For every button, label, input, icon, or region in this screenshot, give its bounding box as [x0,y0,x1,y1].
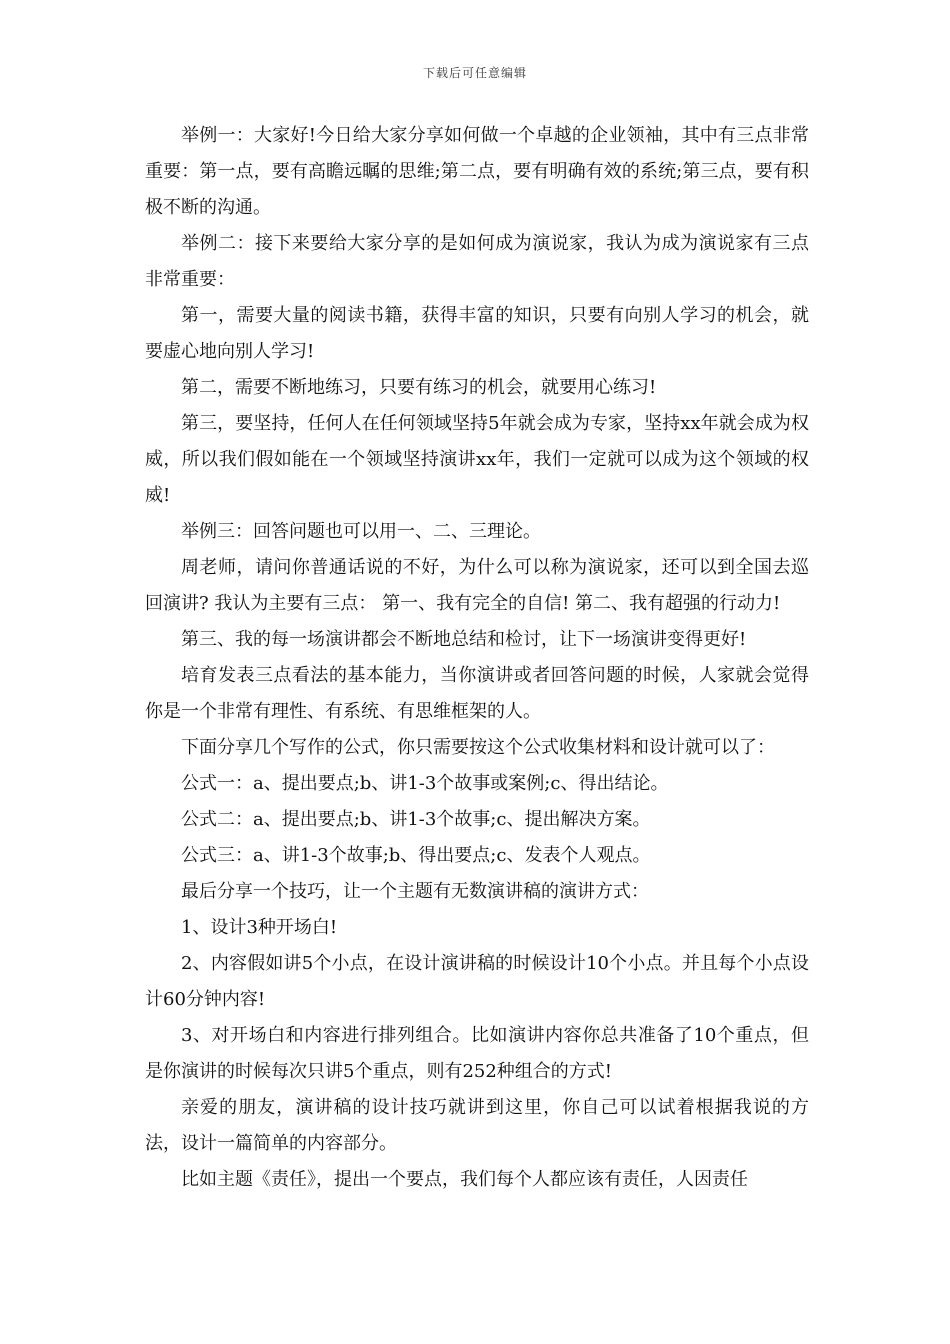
document-body [145,118,809,1198]
paragraph: 比如主题《责任》，提出一个要点，我们每个人都应该有责任，人因责任 [181,1169,748,1190]
paragraph: 2、内容假如讲5个小点，在设计演讲稿的时候设计10个小点。并且每个小点设计60分钟内容! [145,953,809,1010]
paragraph: 3、对开场白和内容进行排列组合。比如演讲内容你总共准备了10个重点，但是你演讲的时候每次只讲5个重点，则有252种组合的方式! [145,1025,809,1082]
paragraph: 第三，要坚持，任何人在任何领域坚持5年就会成为专家，坚持xx年就会成为权威，所以我们假如能在一个领域坚持演讲xx年，我们一定就可以成为这个领域的权威! [145,413,809,506]
paragraph: 培育发表三点看法的基本能力，当你演讲或者回答问题的时候，人家就会觉得你是一个非常有理性、有系统、有思维框架的人。 [145,665,809,722]
paragraph: 周老师，请问你普通话说的不好，为什么可以称为演说家，还可以到全国去巡回演讲? 我认为主要有三点： 第一、我有完全的自信! 第二、我有超强的行动力! [145,557,809,614]
paragraph: 举例三：回答问题也可以用一、二、三理论。 [181,521,541,542]
paragraph: 举例一：大家好!今日给大家分享如何做一个卓越的企业领袖，其中有三点非常重要：第一点，要有高瞻远瞩的思维;第二点，要有明确有效的系统;第三点，要有积极不断的沟通。 [145,125,809,218]
paragraph: 最后分享一个技巧，让一个主题有无数演讲稿的演讲方式： [181,881,649,902]
paragraph: 亲爱的朋友，演讲稿的设计技巧就讲到这里，你自己可以试着根据我说的方法，设计一篇简单的内容部分。 [145,1097,809,1154]
paragraph: 1、设计3种开场白! [181,917,338,938]
page-header-note: 下载后可任意编辑 [422,66,527,80]
paragraph: 下面分享几个写作的公式，你只需要按这个公式收集材料和设计就可以了： [181,737,775,758]
paragraph: 公式三：a、讲1-3个故事;b、得出要点;c、发表个人观点。 [181,845,651,866]
paragraph: 举例二：接下来要给大家分享的是如何成为演说家，我认为成为演说家有三点非常重要： [145,233,809,290]
paragraph: 第二，需要不断地练习，只要有练习的机会，就要用心练习! [181,377,657,398]
paragraph: 第一，需要大量的阅读书籍，获得丰富的知识，只要有向别人学习的机会，就要虚心地向别人学习! [145,305,809,362]
paragraph: 公式二：a、提出要点;b、讲1-3个故事;c、提出解决方案。 [181,809,651,830]
paragraph: 第三、我的每一场演讲都会不断地总结和检讨，让下一场演讲变得更好! [181,629,747,650]
paragraph: 公式一：a、提出要点;b、讲1-3个故事或案例;c、得出结论。 [181,773,669,794]
